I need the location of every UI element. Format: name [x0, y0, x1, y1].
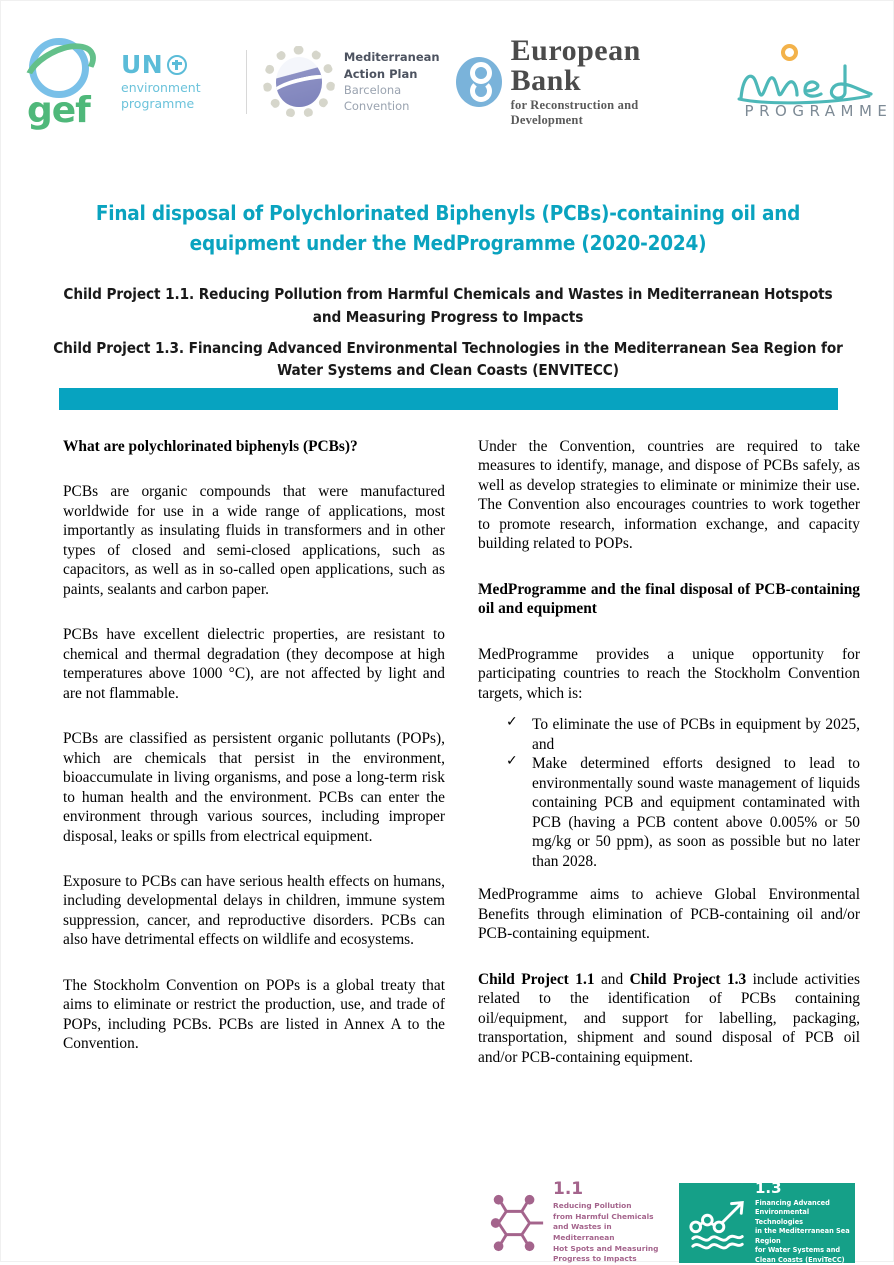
list-item — [478, 715, 860, 754]
left-paragraph-3: PCBs are classified as persistent organic pollutants (POPs), which are chemicals that persist in the environment, bioaccumulate in living organisms, and pose a long-term risk to human health and the environment. PCBs can enter the environment through various sources, including improper disposal, leaks or spills from electrical equipment. — [63, 730, 445, 845]
left-paragraph-2: PCBs have excellent dielectric properties, are resistant to chemical and thermal degradation (they decompose at high temperatures above 1000 °C), are not affected by light and are not flammable. — [63, 626, 445, 702]
accent-divider-bar — [59, 388, 838, 410]
child-project-13-title: Child Project 1.3. Financing Advanced Environmental Technologies in the Mediterranean Sea Region for Water Systems and Clean Coasts (ENVITECC) — [53, 338, 843, 380]
ebrd-emblem-icon — [456, 57, 502, 107]
growth-wave-icon — [687, 1192, 749, 1254]
map-line-1: Mediterranean — [343, 50, 440, 65]
right-column — [478, 437, 860, 1177]
stockholm-targets-list — [478, 715, 860, 871]
right-paragraph-1: Under the Convention, countries are required to take measures to identify, manage, and dispose of PCBs safely, as well as develop strategies to eliminate or minimize their use. The Convention also encourages countries to work together to promote research, information exchange, and capacity building related to POPs. — [478, 438, 860, 553]
check-icon: ✓ — [506, 714, 518, 731]
badge-11-line-5: Progress to Impacts — [553, 1254, 637, 1264]
mediterranean-action-plan-logo — [263, 46, 440, 118]
left-paragraph-4: Exposure to PCBs can have serious health effects on humans, including developmental delays in children, immune system suppression, cancer, and reproductive disorders. PCBs can also have detrimental effects on wildlife and ecosystems. — [63, 873, 445, 949]
left-paragraph-1: PCBs are organic compounds that were manufactured worldwide for use in a wide range of applications, most importantly as insulating fluids in transformers and in other types of closed and semi-closed applications, such as capacitors, as well as in so-called open applications, such as paints, sealants and carbon paper. — [63, 483, 445, 598]
right-paragraph-4 — [478, 970, 860, 1067]
map-line-2: Action Plan — [343, 66, 418, 81]
map-line-3: Barcelona — [343, 83, 402, 97]
body-columns — [63, 437, 860, 1177]
un-emblem-icon — [167, 55, 187, 75]
badge-11-line-4: Hot Spots and Measuring — [553, 1243, 659, 1253]
molecule-icon — [485, 1192, 547, 1254]
med-script-icon — [733, 58, 894, 106]
badge-13-line-4: for Water Systems and — [755, 1246, 841, 1255]
child-project-13-ref: Child Project 1.3 — [629, 970, 747, 988]
child-project-11-ref: Child Project 1.1 — [478, 970, 595, 988]
badge-11-line-2: from Harmful Chemicals — [553, 1211, 654, 1221]
un-environment-programme-logo — [121, 52, 230, 111]
badge-13-line-2: Environmental Technologies — [755, 1208, 810, 1226]
footer-badges — [479, 1178, 859, 1264]
conjunction-text: and — [594, 970, 630, 988]
subtitle-block — [53, 283, 843, 382]
header-logo-strip — [1, 23, 894, 141]
badge-11-line-3: and Wastes in Mediterranean — [553, 1222, 615, 1242]
badge-13-line-1: Financing Advanced — [755, 1198, 830, 1207]
badge-13-line-5: Clean Coasts (EnviTeCC) — [755, 1255, 845, 1264]
right-paragraph-4-rest: include activities related to the identification of PCBs containing oil/equipment, and support for labelling, packaging, transportation, shipment and sound disposal of PCB oil and/or PCB-containing equipment. — [478, 970, 860, 1066]
right-paragraph-2: MedProgramme provides a unique opportunity for participating countries to reach the Stockholm Convention targets, which is: — [478, 645, 860, 702]
unep-line-2: programme — [121, 96, 195, 111]
med-programme-logo — [733, 36, 894, 128]
badge-11-number: 1.1 — [553, 1178, 584, 1199]
badge-13-number: 1.3 — [755, 1178, 782, 1197]
med-programme-word: PROGRAMME — [744, 102, 893, 120]
list-item — [478, 754, 860, 871]
map-line-4: Convention — [343, 99, 410, 114]
right-paragraph-3: MedProgramme aims to achieve Global Environmental Benefits through elimination of PCB-containing oil and/or PCB-containing equipment. — [478, 886, 860, 943]
laurel-wreath-icon — [263, 46, 335, 118]
logo-divider — [246, 50, 247, 114]
ebrd-logo — [456, 36, 703, 128]
badge-13-line-3: in the Mediterranean Sea Region — [755, 1227, 850, 1245]
page-title: Final disposal of Polychlorinated Biphenyls (PCBs)-containing oil and equipment under the MedProgramme (2020-2024) — [95, 201, 801, 255]
ebrd-title: European Bank — [510, 34, 641, 97]
left-paragraph-5: The Stockholm Convention on POPs is a global treaty that aims to eliminate or restrict the production, use, and trade of POPs, including PCBs. PCBs are listed in Annex A to the Convention. — [63, 976, 445, 1053]
list-item-text: To eliminate the use of PCBs in equipment by 2025, and — [532, 716, 860, 753]
gef-logo — [15, 32, 103, 132]
unep-line-1: environment — [121, 80, 201, 96]
check-icon: ✓ — [506, 753, 518, 770]
left-column — [63, 437, 445, 1177]
left-column-heading: What are polychlorinated biphenyls (PCBs)? — [63, 438, 358, 455]
child-project-11-badge — [479, 1178, 669, 1264]
right-column-heading: MedProgramme and the final disposal of PCB-containing oil and equipment — [478, 580, 860, 618]
badge-11-line-1: Reducing Pollution — [553, 1200, 632, 1210]
child-project-13-badge — [679, 1178, 855, 1264]
gef-wordmark: gef — [27, 90, 90, 131]
unep-acronym: UN — [121, 50, 164, 80]
child-project-11-title: Child Project 1.1. Reducing Pollution from Harmful Chemicals and Wastes in Mediterranean Hotspots and Measuring Progress to Impacts — [63, 285, 833, 326]
ebrd-subtitle: for Reconstruction and Development — [510, 98, 639, 127]
list-item-text: Make determined efforts designed to lead to environmentally sound waste management of liquids containing PCB and equipment contaminated with PCB (having a PCB content above 0.005% or 50 mg/kg or 50 ppm), as soon as possible but no later than 2028. — [532, 755, 860, 870]
